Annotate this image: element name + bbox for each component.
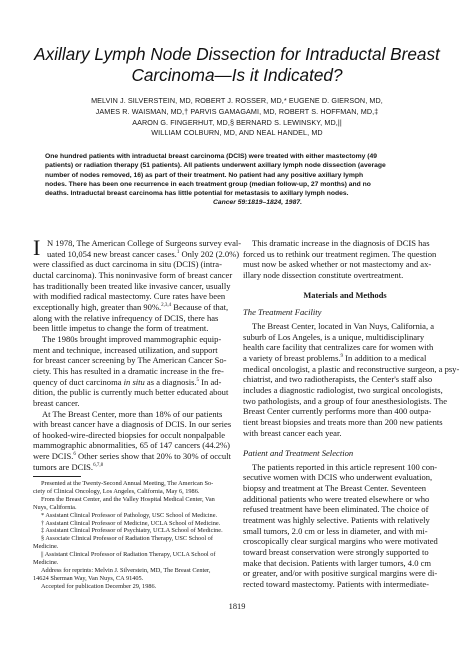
text-line: breast cancer.: [33, 397, 80, 408]
footnote-line: * Assistant Clinical Professor of Pathology, USC School of Medicine.: [41, 511, 218, 519]
text-line: medical oncologist, a plastic and reconstructive surgeon, a psy-: [243, 363, 460, 374]
text-line: for breast cancer screening by The American Cancer So-: [33, 355, 227, 366]
author-line: MELVIN J. SILVERSTEIN, MD, ROBERT J. ROSSER, MD,* EUGENE D. GIERSON, MD,: [91, 96, 383, 105]
text-span: tumors are DCIS.: [33, 461, 94, 472]
reference-mark: 6: [73, 452, 76, 458]
text-line: The Breast Center, located in Van Nuys, California, a: [252, 320, 435, 331]
text-line: The 1980s brought improved mammographic equip-: [42, 333, 222, 344]
text-span: were DCIS.: [33, 451, 74, 462]
left-column: [33, 235, 242, 472]
text-span: Only 202 (2.0%): [179, 248, 240, 259]
reference-mark: 5: [196, 377, 200, 383]
abstract-line: deaths. Intraductal breast carcinoma has little potential for metastasis to axillary lymph nodes.: [45, 190, 349, 198]
footnote-line: From the Breast Center, and the Valley Hospital Medical Center, Van: [41, 495, 215, 503]
screening-paragraph: [33, 334, 237, 409]
text-span: uated 10,054 new breast cancer cases.: [47, 248, 177, 259]
text-line: includes a diagnostic radiologist, two surgical oncologists,: [243, 384, 443, 395]
footnote-divider: [33, 476, 81, 477]
text-line: with breast cancer each year.: [243, 427, 342, 438]
text-span: quency of duct carcinoma: [33, 376, 124, 387]
selection-paragraph: [243, 462, 447, 590]
text-line: toward breast conservation were strongly supported to: [243, 547, 429, 558]
text-span: Because of that,: [171, 301, 229, 312]
text-line: health care facility that centralizes care for women with: [243, 342, 434, 353]
text-line: small tumors, 2.0 cm or less in diameter, and with mi-: [243, 525, 428, 536]
footnote-line: † Assistant Clinical Professor of Medicine, UCLA School of Medicine.: [41, 519, 221, 527]
footnote-line: Medicine.: [33, 543, 59, 551]
text-line: At The Breast Center, more than 18% of our patients: [42, 408, 223, 419]
text-line: treatment was highly selective. Patients with relatively: [243, 515, 430, 526]
text-line: suburb of Los Angeles, is a unique, multidisciplinary: [243, 331, 425, 342]
footnote-line: Accepted for publication December 29, 1986.: [41, 582, 157, 590]
title-line-2: Carcinoma—Is it Indicated?: [131, 65, 343, 85]
footnote-line: Nuys, California.: [33, 503, 77, 511]
footnote-line: ‡ Assistant Clinical Professor of Psychiatry, UCLA School of Medicine.: [41, 527, 223, 535]
abstract-line: number of nodes removed, 16) as part of their treatment. No patient had any positive axillary lymph: [45, 171, 364, 179]
text-line: along with the relative infrequency of DCIS, there has: [33, 312, 219, 323]
reference-mark: 9: [340, 354, 344, 360]
author-list: [30, 96, 444, 139]
text-line: make that decision. Patients with larger tumors, 4.0 cm: [243, 557, 432, 568]
text-line: chiatrist, and two radiotherapists, the Center's staff also: [243, 374, 433, 385]
intro-paragraph: [33, 235, 242, 334]
text-line: forced us to rethink our treatment regimen. The question: [243, 248, 437, 259]
text-span: In addition to a medical: [343, 352, 427, 363]
text-line: illary node dissection constitute overtreatment.: [243, 269, 404, 280]
text-line: N 1978, The American College of Surgeons survey eval-: [47, 238, 242, 248]
text-line: This dramatic increase in the diagnosis of DCIS has: [252, 238, 430, 248]
footnote-line: Presented at the Twenty-Second Annual Meeting, The American So-: [41, 480, 214, 487]
footnote-line: § Associate Clinical Professor of Radiation Therapy, USC School of: [41, 535, 213, 543]
reference-mark: 6,7,8: [93, 462, 104, 468]
reference-mark: 2,3,4: [161, 303, 172, 309]
title-line-1: Axillary Lymph Node Dissection for Intraductal Breast: [34, 44, 440, 64]
overtreatment-paragraph: [243, 238, 447, 281]
facility-paragraph: [243, 320, 460, 438]
text-line: [33, 377, 237, 388]
drop-cap: I: [33, 235, 41, 260]
text-line: additional patients who were treated elsewhere or who: [243, 493, 430, 504]
abstract-line: One hundred patients with intraductal breast carcinoma (DCIS) were treated with either mastectomy (49: [45, 153, 377, 160]
right-column: [243, 238, 460, 590]
text-span: a variety of breast problems.: [243, 352, 341, 363]
text-line: Breast Center currently performs more than 400 outpa-: [243, 406, 432, 417]
text-line: tient breast biopsies and treats more than 200 new patients: [243, 416, 443, 427]
footnote-line: Address for reprints: Melvin J. Silverstein, MD, The Breast Center,: [41, 566, 211, 574]
author-line: AARON G. FINGERHUT, MD,§ BERNARD S. LEWINSKY, MD,||: [132, 117, 342, 127]
text-line: The patients reported in this article represent 100 con-: [252, 461, 438, 472]
footnote-line: 14624 Sherman Way, Van Nuys, CA 91405.: [33, 574, 144, 582]
text-line: [243, 353, 447, 364]
subsection-heading: The Treatment Facility: [243, 307, 322, 318]
footnote-line: || Assistant Clinical Professor of Radiation Therapy, UCLA School of: [41, 551, 216, 559]
text-line: were classified as duct carcinoma in situ (DCIS) (intra-: [33, 259, 222, 270]
italic-term: in situ: [123, 376, 145, 387]
reference-mark: 1: [176, 249, 180, 255]
journal-citation: Cancer 59:1819–1824, 1987.: [213, 199, 302, 207]
text-span: exceptionally high, greater than 90%.: [33, 301, 162, 312]
article-title: [30, 44, 444, 86]
text-line: been little impetus to change the form of treatment.: [33, 323, 209, 334]
breast-center-paragraph: [33, 409, 237, 473]
footnotes: [33, 480, 237, 591]
text-line: [33, 248, 240, 260]
text-line: ciety. This has resulted in a dramatic increase in the fre-: [33, 365, 224, 376]
subsection-heading: Patient and Treatment Selection: [243, 448, 354, 459]
abstract-line: patients) or radiation therapy (51 patients). All patients underwent axillary lymph node dissection (average: [45, 162, 386, 170]
text-span: Other series show that 20% to 30% of occult: [75, 451, 231, 462]
text-line: dition, the public is currently much better educated about: [33, 387, 229, 398]
text-line: refused treatment have been eliminated. The choice of: [243, 504, 429, 515]
text-line: has traditionally been treated like invasive cancer, usually: [33, 280, 231, 291]
text-line: ment and technique, increased utilization, and support: [33, 344, 218, 355]
text-line: ductal carcinoma). This noninvasive form of breast cancer: [33, 269, 233, 280]
text-span: In ad-: [199, 376, 222, 387]
author-line: JAMES R. WAISMAN, MD,† PARVIS GAMAGAMI, MD, ROBERT S. HOFFMAN, MD,‡: [95, 106, 379, 116]
text-line: [33, 451, 237, 462]
text-line: biopsy and treatment at The Breast Center. Seventeen: [243, 483, 427, 494]
text-line: rected toward mastectomy. Patients with intermediate-: [243, 579, 429, 590]
footnote-line: Medicine.: [33, 559, 59, 567]
abstract-line: nodes. There has been one recurrence in each treatment group (median follow-up, 27 months) and no: [45, 180, 371, 188]
page-number: 1819: [228, 602, 246, 611]
footnote-line: ciety of Clinical Oncology, Los Angeles, California, May 6, 1986.: [33, 487, 200, 495]
text-line: with breast cancer have a diagnosis of DCIS. In our series: [33, 419, 232, 430]
text-line: two pathologists, and a group of four anesthesiologists. The: [243, 395, 447, 406]
text-line: of hooked-wire-directed biopsies for occult nonpalpable: [33, 429, 226, 440]
text-line: [33, 302, 237, 313]
text-line: or greater, and/or with positive surgical margins were di-: [243, 568, 438, 579]
text-line: secutive women with DCIS who underwent evaluation,: [243, 472, 433, 483]
text-span: as a diagnosis.: [144, 376, 197, 387]
text-line: mammographic abnormalities, 65 of 147 cancers (44.2%): [33, 440, 230, 451]
text-line: must now be asked whether or not mastectomy and ax-: [243, 259, 432, 270]
text-line: with modified radical mastectomy. Cure rates have been: [33, 291, 226, 302]
text-line: croscopically clear surgical margins who were motivated: [243, 536, 438, 547]
section-heading: Materials and Methods: [303, 290, 387, 300]
author-line: WILLIAM COLBURN, MD, AND NEAL HANDEL, MD: [151, 128, 323, 138]
text-line: [33, 462, 237, 473]
abstract: [45, 152, 431, 208]
